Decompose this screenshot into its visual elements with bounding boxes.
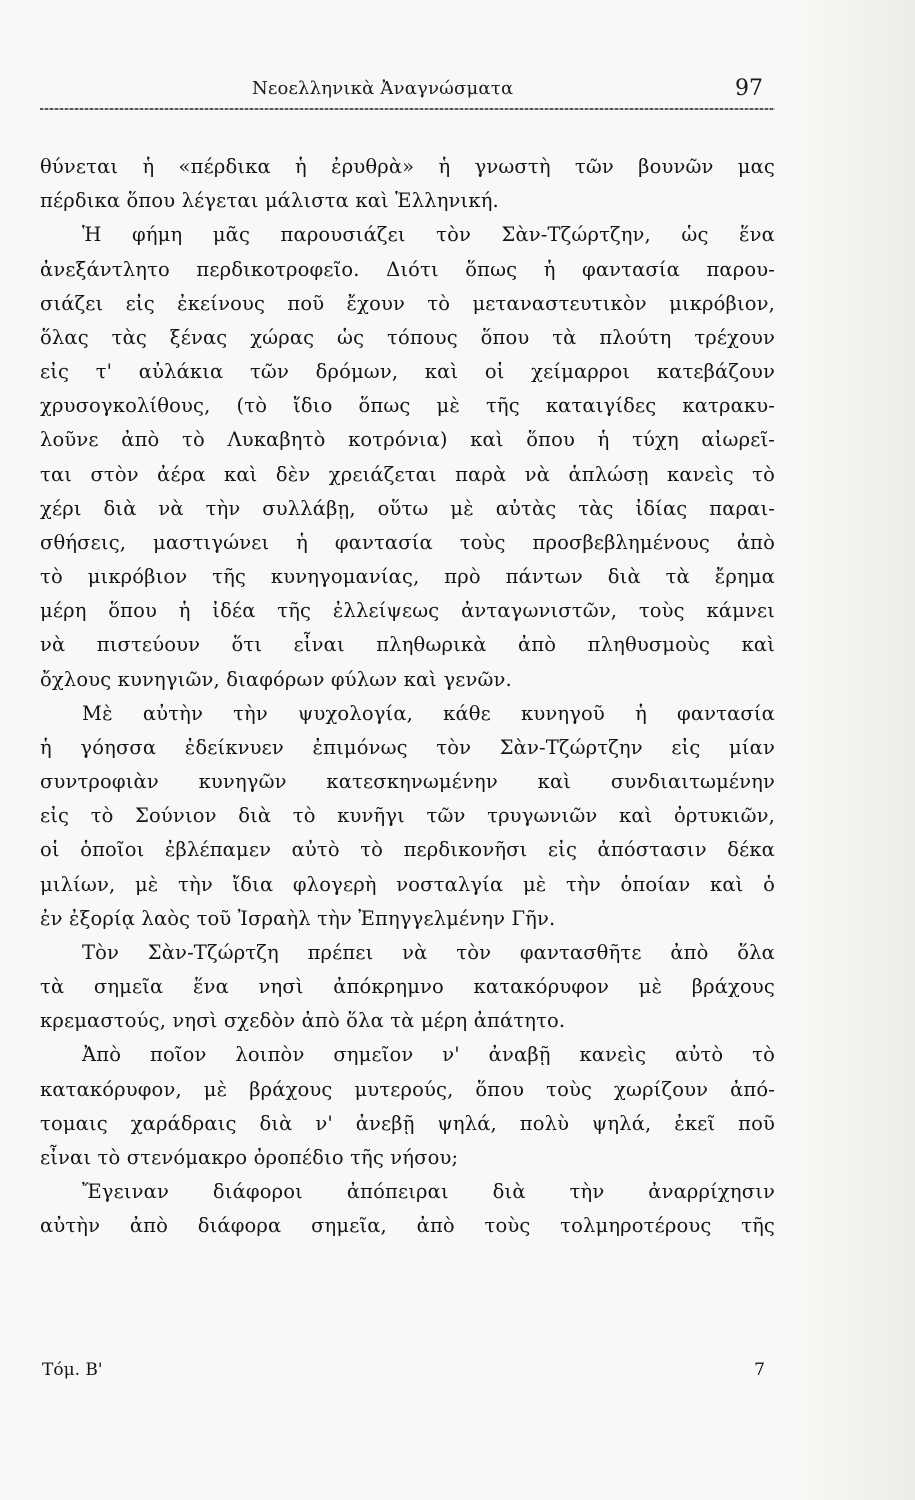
text-line: αὐτὴν ἀπὸ διάφορα σημεῖα, ἀπὸ τοὺς τολμηροτέρους τῆς xyxy=(40,1214,775,1238)
text-line: τὰ σημεῖα ἕνα νησὶ ἀπόκρημνο κατακόρυφον μὲ βράχους xyxy=(40,975,775,999)
text-line: εἰς τὸ Σούνιον διὰ τὸ κυνῆγι τῶν τρυγωνιῶν καὶ ὀρτυκιῶν, xyxy=(40,804,775,828)
text-line: ται στὸν ἀέρα καὶ δὲν χρειάζεται παρὰ νὰ ἁπλώσῃ κανεὶς τὸ xyxy=(40,462,775,486)
text-line: κρεμαστούς, νησὶ σχεδὸν ἀπὸ ὅλα τὰ μέρη ἀπάτητο. xyxy=(40,1009,566,1033)
page-number: 97 xyxy=(735,76,763,101)
text-line: Ἡ φήμη μᾶς παρουσιάζει τὸν Σὰν-Τζώρτζην, ὡς ἕνα xyxy=(82,223,775,247)
text-line: τὸ μικρόβιον τῆς κυνηγομανίας, πρὸ πάντων διὰ τὰ ἔρημα xyxy=(40,565,775,589)
text-line: λοῦνε ἀπὸ τὸ Λυκαβητὸ κοτρόνια) καὶ ὅπου ἡ τύχη αἰωρεῖ- xyxy=(40,428,775,452)
page-footer xyxy=(40,1360,775,1388)
text-line: ἡ γόησσα ἐδείκνυεν ἐπιμόνως τὸν Σὰν-Τζώρτζην εἰς μίαν xyxy=(40,735,775,759)
running-head xyxy=(40,78,775,112)
text-line: σθήσεις, μαστιγώνει ἡ φαντασία τοὺς προσβεβλημένους ἀπὸ xyxy=(40,530,775,554)
text-line: θύνεται ἡ «πέρδικα ἡ ἐρυθρὰ» ἡ γνωστὴ τῶν βουνῶν μας xyxy=(40,155,775,178)
text-line: τομαις χαράδραις διὰ ν' ἀνεβῇ ψηλά, πολὺ ψηλά, ἐκεῖ ποῦ xyxy=(40,1111,775,1135)
text-line: Ἔγειναν διάφοροι ἀπόπειραι διὰ τὴν ἀναρρίχησιν xyxy=(82,1180,775,1204)
text-line: ἀνεξάντλητο περδικοτροφεῖο. Διότι ὅπως ἡ φαντασία παρου- xyxy=(40,257,775,281)
text-line: χέρι διὰ νὰ τὴν συλλάβῃ, οὕτω μὲ αὐτὰς τὰς ἰδίας παραι- xyxy=(40,496,775,520)
text-line: ὄχλους κυνηγιῶν, διαφόρων φύλων καὶ γενῶν. xyxy=(40,667,512,691)
page-edge-shadow xyxy=(795,0,915,1500)
text-line: μέρη ὅπου ἡ ἰδέα τῆς ἐλλείψεως ἀνταγωνιστῶν, τοὺς κάμνει xyxy=(40,599,775,623)
text-line: εἶναι τὸ στενόμακρο ὀροπέδιο τῆς νήσου; xyxy=(40,1145,459,1169)
text-line: πέρδικα ὅπου λέγεται μάλιστα καὶ Ἑλληνική. xyxy=(40,189,499,213)
text-line: Μὲ αὐτὴν τὴν ψυχολογία, κάθε κυνηγοῦ ἡ φαντασία xyxy=(82,701,775,725)
text-line: ὅλας τὰς ξένας χώρας ὡς τόπους ὅπου τὰ πλούτη τρέχουν xyxy=(40,325,775,349)
text-line: νὰ πιστεύουν ὅτι εἶναι πληθωρικὰ ἀπὸ πληθυσμοὺς καὶ xyxy=(40,633,775,657)
running-title: Νεοελληνικὰ Ἀναγνώσματα xyxy=(252,78,514,99)
gathering-signature: 7 xyxy=(754,1360,765,1380)
text-line: μιλίων, μὲ τὴν ἴδια φλογερὴ νοσταλγία μὲ τὴν ὁποίαν καὶ ὁ xyxy=(40,872,775,896)
text-line: Ἀπὸ ποῖον λοιπὸν σημεῖον ν' ἀναβῇ κανεὶς αὐτὸ τὸ xyxy=(82,1043,775,1067)
text-line: οἱ ὁποῖοι ἐβλέπαμεν αὐτὸ τὸ περδικονῆσι εἰς ἀπόστασιν δέκα xyxy=(40,838,775,862)
text-line: χρυσογκολίθους, (τὸ ἴδιο ὅπως μὲ τῆς καταιγίδες κατρακυ- xyxy=(40,394,775,418)
text-line: εἰς τ' αὐλάκια τῶν δρόμων, καὶ οἱ χείμαρροι κατεβάζουν xyxy=(40,360,775,384)
body-text xyxy=(40,150,775,1244)
header-rule xyxy=(40,108,775,110)
text-line: συντροφιὰν κυνηγῶν κατεσκηνωμένην καὶ συνδιαιτωμένην xyxy=(40,770,775,794)
volume-signature: Τόμ. Β' xyxy=(42,1360,103,1380)
text-line: σιάζει εἰς ἐκείνους ποῦ ἔχουν τὸ μεταναστευτικὸν μικρόβιον, xyxy=(40,291,775,315)
text-line: κατακόρυφον, μὲ βράχους μυτερούς, ὅπου τοὺς χωρίζουν ἀπό- xyxy=(40,1077,775,1101)
text-line: Τὸν Σὰν-Τζώρτζη πρέπει νὰ τὸν φαντασθῆτε ἀπὸ ὅλα xyxy=(82,940,775,964)
text-line: ἐν ἐξορίᾳ λαὸς τοῦ Ἰσραὴλ τὴν Ἐπηγγελμένην Γῆν. xyxy=(40,906,556,930)
